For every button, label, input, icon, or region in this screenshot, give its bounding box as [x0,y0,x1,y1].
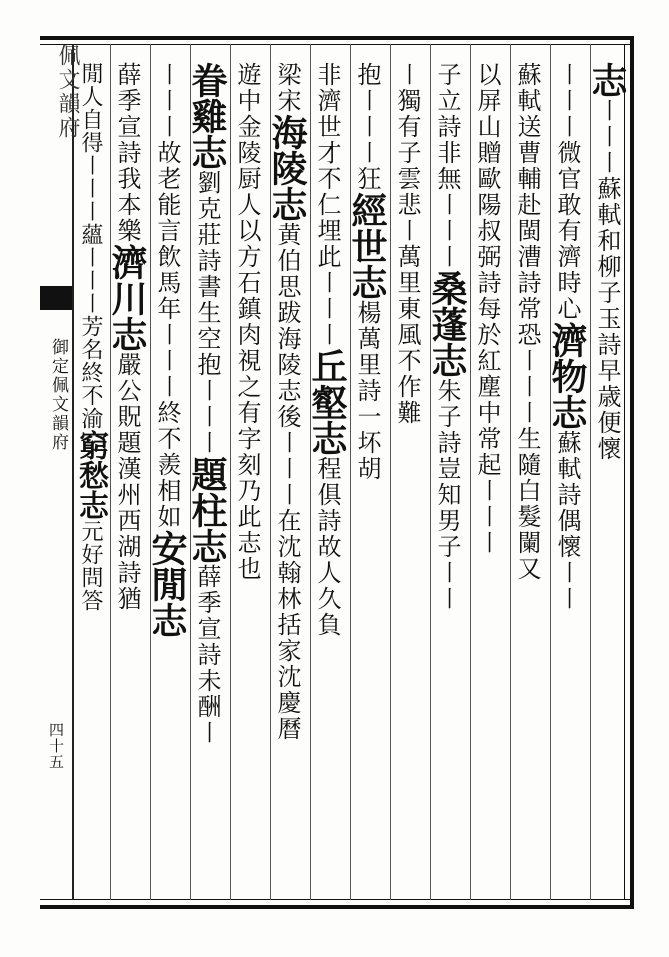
column-text: 〡〡〡蘇軾和柳子玉詩早歳便懷 [593,98,621,462]
headword: 丘壑志 [306,348,348,456]
frame-bottom-inner-line [40,899,634,900]
headword: 經世志 [346,192,388,300]
headword: 濟川志 [106,244,148,352]
text-column-11 [186,62,228,746]
column-ruler [510,44,511,900]
text-column-10 [232,62,262,582]
text-column-6 [392,62,422,426]
column-text: 子立詩非無〡〡〡 [433,62,461,270]
column-ruler [310,44,311,900]
text-column-5 [426,62,468,612]
column-text: 楊萬里詩一坏胡 [353,300,381,482]
text-column-3 [512,62,542,582]
column-text: 薛季宣詩未酬〡 [193,564,221,746]
column-ruler [590,44,591,900]
column-text: 朱子詩豈知男子〡〡 [433,378,461,612]
column-text: 中金陵厨人以方石鎮肉視之有字刻乃此志也 [233,88,261,582]
column-ruler [230,44,231,900]
headword: 題柱志 [186,456,228,564]
spine-book-tail: 佩文韻府 [55,44,80,140]
text-column-12 [146,62,188,638]
headword: 志 [586,62,628,98]
column-text: 遊 [233,62,261,88]
text-column-4 [472,62,502,556]
column-text: 抱〡〡〡狂 [353,62,381,192]
headword: 海陵志 [266,114,308,222]
column-ruler [470,44,471,900]
frame-top-border [40,36,634,40]
column-ruler [430,44,431,900]
text-column-8 [306,62,348,638]
headword: 安閒志 [146,530,188,638]
column-text: 黄伯思跋海陵志後〡〡〡在沈翰林括家沈慶曆 [273,222,301,742]
column-ruler [550,44,551,900]
column-text: 嚴公貺題漢州西湖詩猶 [113,352,141,612]
column-text: 非濟世才 [313,62,341,166]
column-text: 薛季宣詩我本樂 [113,62,141,244]
column-text: 元好問答 [78,520,103,612]
column-text: 蘊〡〡〡芳名終不渝 [78,223,103,430]
column-text: 蘇軾詩偶懷〡〡 [553,430,581,612]
column-text: 劉克莊詩書生空抱〡〡〡 [193,170,221,456]
column-text: 梁宋 [273,62,301,114]
column-ruler [350,44,351,900]
column-text: 閒人自得〡〡〡 [78,62,103,223]
frame-right-border [630,36,634,909]
headword: 眷雞志 [186,62,228,170]
spine-title: 御定佩文韻府 [48,338,68,452]
column-text: 〡〡〡微官敢有濟時心 [553,62,581,322]
spine-fish-tail [40,286,72,310]
column-text: 〡〡〡終不羨相如 [153,322,181,530]
text-column-9 [266,62,308,742]
column-ruler [150,44,151,900]
column-text: 〡〡〡故老能言飲馬年 [153,62,181,322]
column-ruler [110,44,111,900]
column-text: 程俱詩故人久負 [313,456,341,638]
column-text: 蘇軾送曹輔赴閩漕詩常恐〡〡〡生隨白髮闌又 [513,62,541,582]
column-text: 〡萬里東風不作難 [393,218,421,426]
text-column-1 [586,62,628,462]
frame-right-inner-line [624,44,625,900]
spine-strip [40,44,72,900]
headword: 濟物志 [546,322,588,430]
page-number: 四十五 [47,722,65,770]
column-text: 以屏山贈歐陽叔弼詩每於紅塵中常起〡〡〡 [473,62,501,556]
column-text: 不仁埋此〡〡〡 [313,166,341,348]
text-column-14 [73,62,108,612]
text-column-2 [546,62,588,612]
text-column-7 [346,62,388,482]
frame-top-inner-line [40,44,634,45]
headword: 窮愁志 [73,430,108,520]
column-text: 〡獨有子雲悲 [393,62,421,218]
column-ruler [390,44,391,900]
frame-bottom-border [40,905,634,909]
text-column-13 [106,62,148,612]
headword: 桑蓬志 [426,270,468,378]
